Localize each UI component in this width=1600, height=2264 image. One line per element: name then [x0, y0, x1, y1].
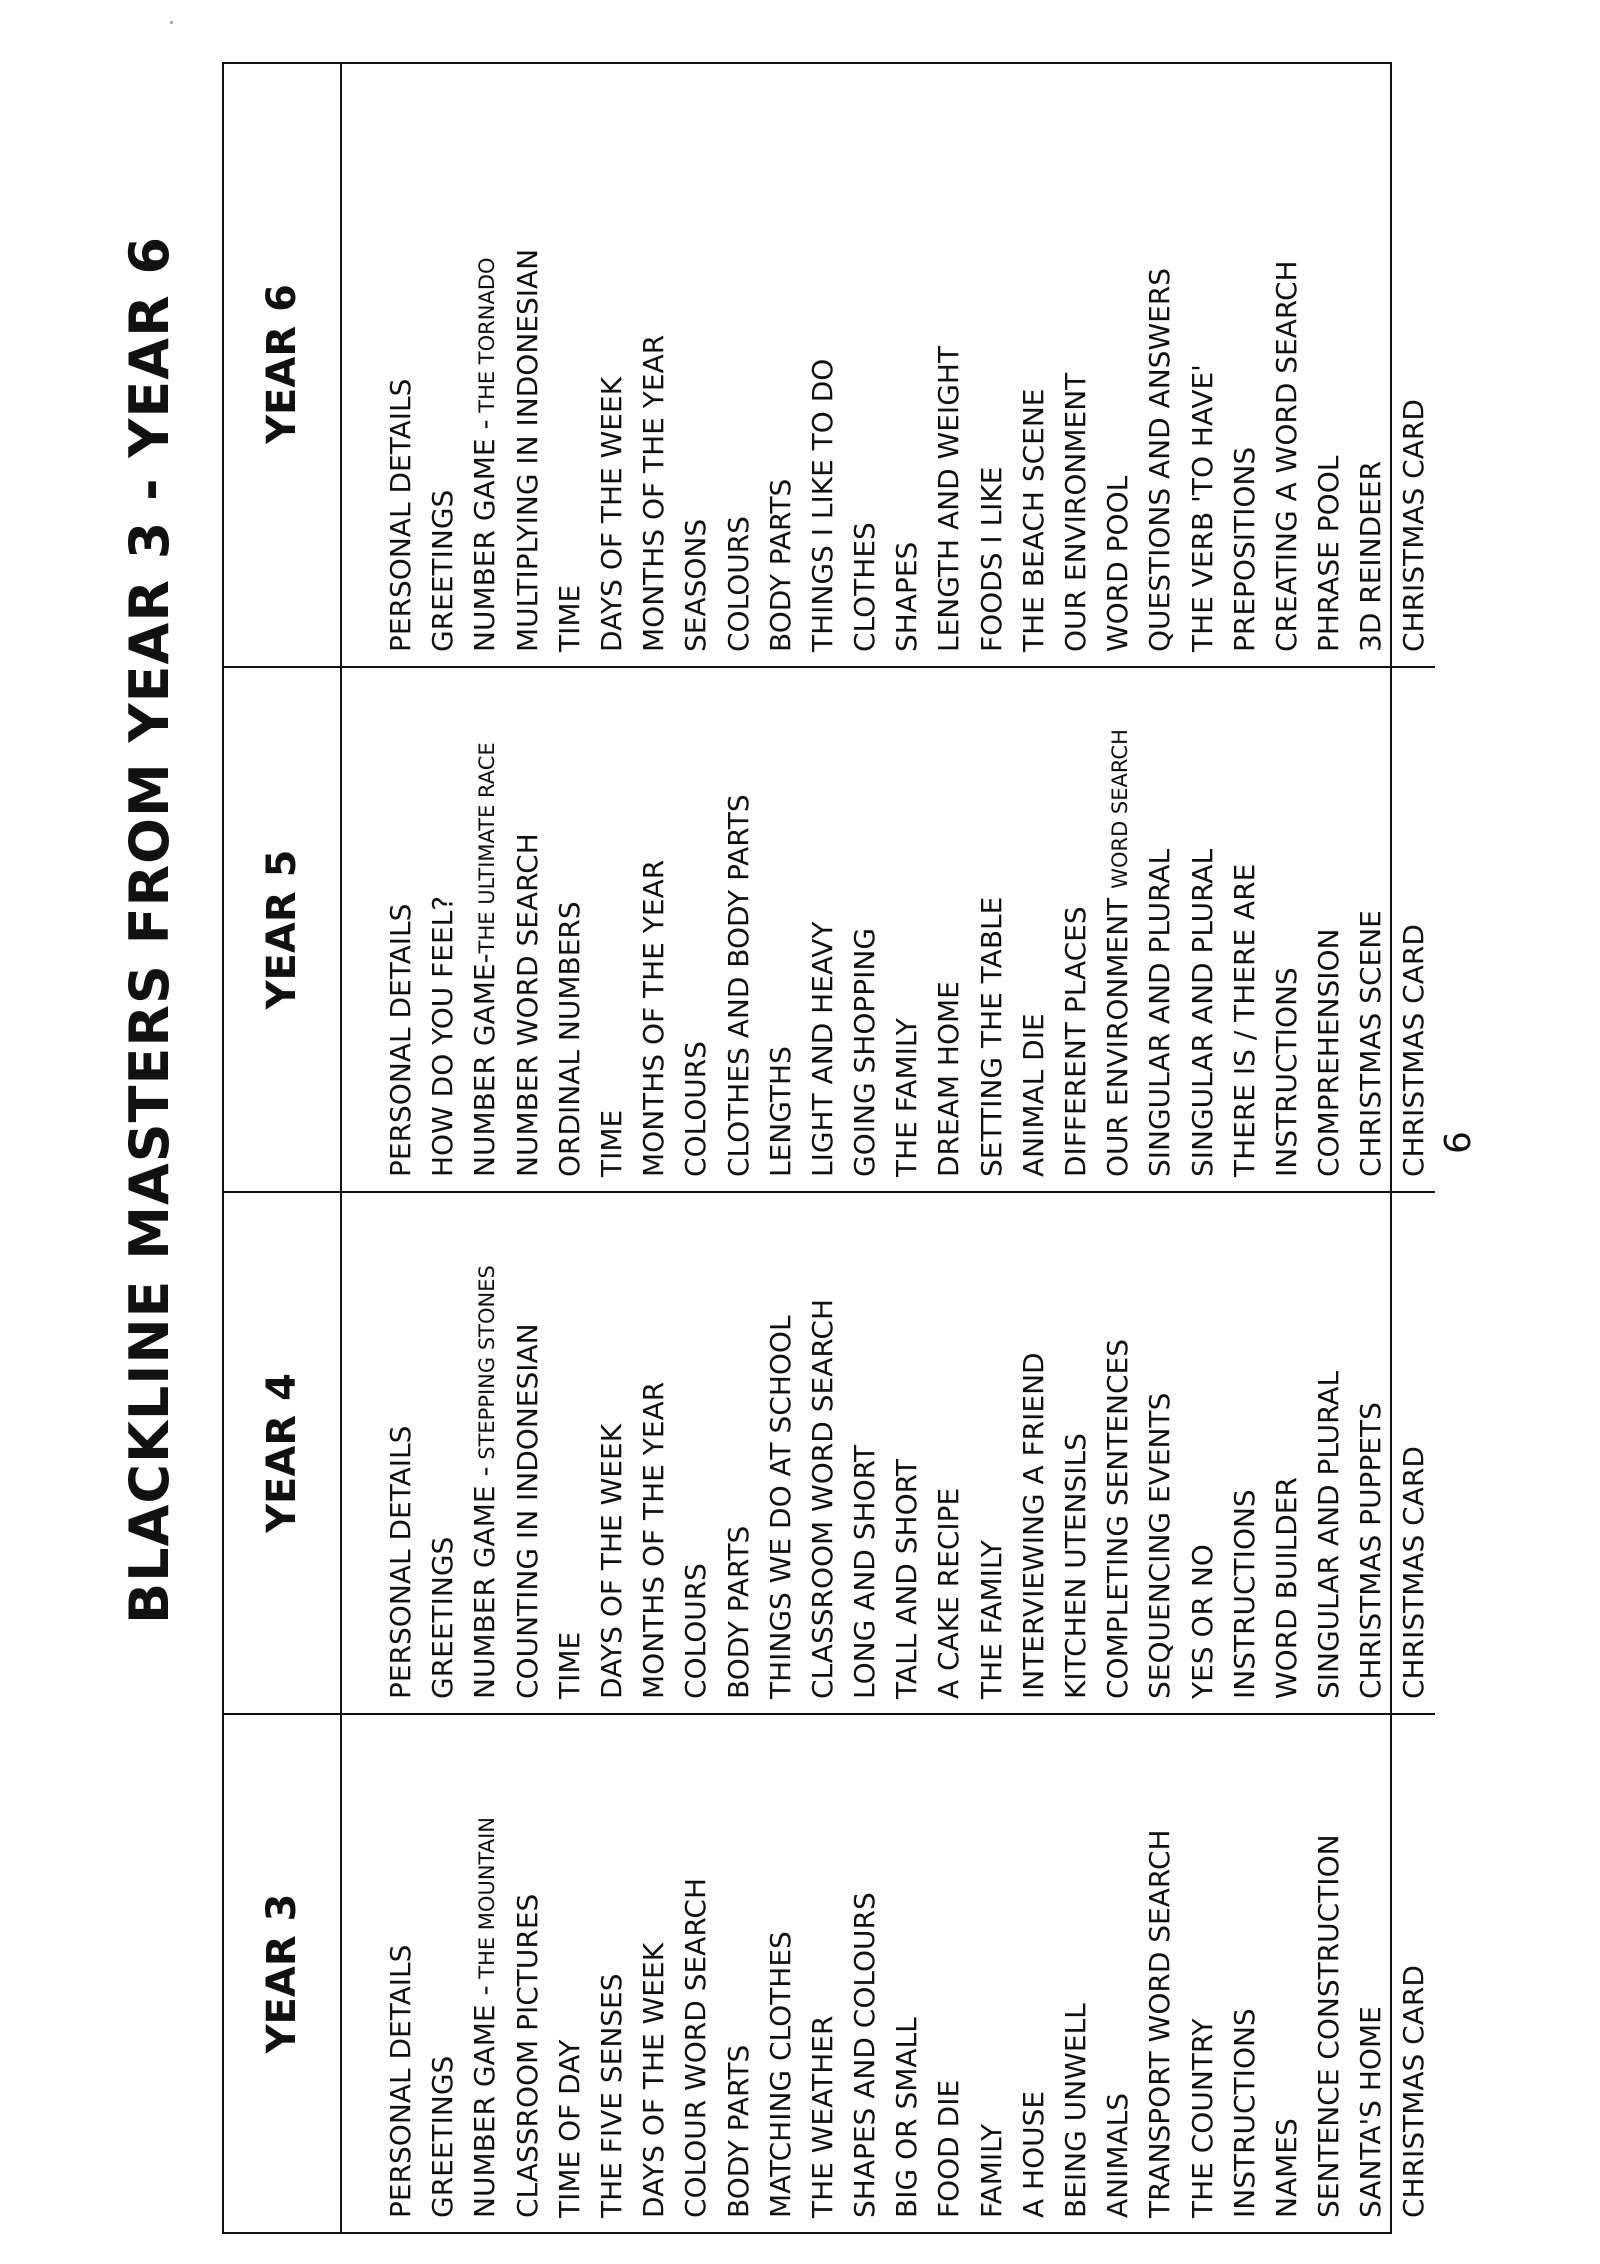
- column-header-year-4: YEAR 4: [224, 1191, 342, 1713]
- list-item: PHRASE POOL: [1312, 455, 1346, 652]
- list-item: COMPREHENSION: [1312, 928, 1346, 1177]
- list-item: THERE IS / THERE ARE: [1227, 863, 1261, 1177]
- list-item: THE BEACH SCENE: [1016, 388, 1050, 652]
- list-item: THE FAMILY: [890, 1018, 924, 1177]
- list-item: CHRISTMAS SCENE: [1354, 910, 1388, 1177]
- list-item: NUMBER GAME - THE TORNADO: [468, 257, 502, 652]
- list-item: MULTIPLYING IN INDONESIAN: [510, 248, 544, 652]
- list-item: MATCHING CLOTHES: [763, 1931, 797, 2218]
- list-item: COLOURS: [679, 1563, 713, 1699]
- list-item: CHRISTMAS CARD: [1396, 924, 1430, 1177]
- list-item: COLOURS: [679, 1041, 713, 1177]
- list-item: BODY PARTS: [721, 2044, 755, 2218]
- year-6-list: [342, 62, 1435, 666]
- year-3-list: [342, 1713, 1435, 2232]
- list-item: NUMBER WORD SEARCH: [510, 833, 544, 1177]
- list-item: SINGULAR AND PLURAL: [1143, 848, 1177, 1177]
- list-item: FAMILY: [974, 2123, 1008, 2218]
- list-item: WORD POOL: [1101, 475, 1135, 652]
- list-item: A HOUSE: [1016, 2090, 1050, 2218]
- list-item: CHRISTMAS CARD: [1396, 1446, 1430, 1699]
- list-item: NAMES: [1269, 2118, 1303, 2218]
- list-item: INSTRUCTIONS: [1227, 2008, 1261, 2218]
- list-item: THE WEATHER: [805, 2015, 839, 2218]
- list-item: SANTA'S HOME: [1354, 2006, 1388, 2218]
- list-item: DREAM HOME: [932, 981, 966, 1177]
- list-item: TIME: [552, 1631, 586, 1699]
- list-item: BIG OR SMALL: [890, 2017, 924, 2218]
- list-item: SINGULAR AND PLURAL: [1312, 1370, 1346, 1699]
- list-item: ANIMALS: [1101, 2092, 1135, 2218]
- list-item: THE FAMILY: [974, 1540, 1008, 1699]
- list-item: QUESTIONS AND ANSWERS: [1143, 267, 1177, 652]
- page-number: 6: [1438, 1131, 1479, 1154]
- list-item: GREETINGS: [426, 1536, 460, 1699]
- list-item: PREPOSITIONS: [1227, 446, 1261, 652]
- list-item: CLOTHES AND BODY PARTS: [721, 794, 755, 1177]
- list-item: MONTHS OF THE YEAR: [637, 1381, 671, 1699]
- list-item: THE COUNTRY: [1185, 2018, 1219, 2218]
- list-item: CHRISTMAS PUPPETS: [1354, 1402, 1388, 1699]
- list-item: COLOURS: [721, 516, 755, 652]
- year-4-list: [342, 1191, 1435, 1713]
- list-item: NUMBER GAME-THE ULTIMATE RACE: [468, 742, 502, 1177]
- list-item: MONTHS OF THE YEAR: [637, 334, 671, 652]
- list-item: NUMBER GAME - THE MOUNTAIN: [468, 1817, 502, 2218]
- list-item: DAYS OF THE WEEK: [594, 1423, 628, 1699]
- list-item: SHAPES: [890, 541, 924, 652]
- list-item: SETTING THE TABLE: [974, 896, 1008, 1177]
- list-item: BODY PARTS: [763, 478, 797, 652]
- list-item: NUMBER GAME - STEPPING STONES: [468, 1265, 502, 1699]
- list-item: SEQUENCING EVENTS: [1143, 1392, 1177, 1699]
- list-item: CLASSROOM WORD SEARCH: [805, 1298, 839, 1699]
- list-item: THE VERB 'TO HAVE': [1185, 364, 1219, 652]
- column-header-year-5: YEAR 5: [224, 666, 342, 1191]
- column-header-year-6: YEAR 6: [224, 62, 342, 666]
- list-item: DIFFERENT PLACES: [1059, 906, 1092, 1177]
- list-item: TIME OF DAY: [552, 2039, 586, 2218]
- list-item: BODY PARTS: [721, 1525, 755, 1699]
- list-item: CHRISTMAS CARD: [1396, 399, 1430, 652]
- list-item: PERSONAL DETAILS: [384, 903, 417, 1177]
- list-item: LENGTH AND WEIGHT: [932, 345, 966, 652]
- list-item: THINGS WE DO AT SCHOOL: [763, 1315, 797, 1699]
- list-item: PERSONAL DETAILS: [384, 1944, 417, 2218]
- list-item: OUR ENVIRONMENT: [1059, 372, 1092, 652]
- list-item: GREETINGS: [426, 489, 460, 652]
- blackline-masters-table: [222, 62, 1430, 2234]
- list-item: TIME: [552, 584, 586, 652]
- list-item: LENGTHS: [763, 1046, 797, 1177]
- list-item: DAYS OF THE WEEK: [637, 1942, 671, 2218]
- list-item: TIME: [594, 1109, 628, 1177]
- list-item: LIGHT AND HEAVY: [805, 921, 839, 1177]
- list-item: FOODS I LIKE: [974, 466, 1008, 652]
- list-item: COMPLETING SENTENCES: [1101, 1339, 1135, 1699]
- list-item: COLOUR WORD SEARCH: [679, 1877, 713, 2218]
- scan-speck: [170, 21, 173, 24]
- page-title: BLACKLINE MASTERS FROM YEAR 3 - YEAR 6: [118, 235, 181, 1624]
- list-item: PERSONAL DETAILS: [384, 378, 417, 652]
- list-item: CREATING A WORD SEARCH: [1269, 260, 1303, 652]
- list-item: CHRISTMAS CARD: [1396, 1965, 1430, 2218]
- list-item: LONG AND SHORT: [848, 1444, 882, 1699]
- list-item: INTERVIEWING A FRIEND: [1016, 1352, 1050, 1699]
- list-item: SEASONS: [679, 518, 713, 652]
- list-item: SINGULAR AND PLURAL: [1185, 848, 1219, 1177]
- column-header-year-3: YEAR 3: [224, 1713, 342, 2232]
- list-item: WORD BUILDER: [1269, 1477, 1303, 1699]
- list-item: BEING UNWELL: [1059, 2003, 1092, 2218]
- list-item: THINGS I LIKE TO DO: [805, 358, 839, 652]
- list-item: 3D REINDEER: [1354, 460, 1388, 652]
- list-item: INSTRUCTIONS: [1227, 1489, 1261, 1699]
- list-item: SHAPES AND COLOURS: [848, 1892, 882, 2218]
- list-item: GREETINGS: [426, 2055, 460, 2218]
- list-item: THE FIVE SENSES: [594, 1973, 628, 2218]
- list-item: MONTHS OF THE YEAR: [637, 859, 671, 1177]
- list-item: COUNTING IN INDONESIAN: [510, 1323, 544, 1699]
- list-item: HOW DO YOU FEEL?: [426, 895, 460, 1177]
- list-item: GOING SHOPPING: [848, 927, 882, 1177]
- list-item: CLOTHES: [848, 522, 882, 652]
- list-item: YES OR NO: [1185, 1544, 1219, 1699]
- list-item: INSTRUCTIONS: [1269, 967, 1303, 1177]
- list-item: ORDINAL NUMBERS: [552, 901, 586, 1177]
- list-item: TALL AND SHORT: [890, 1458, 924, 1699]
- list-item: DAYS OF THE WEEK: [594, 376, 628, 652]
- list-item: TRANSPORT WORD SEARCH: [1143, 1829, 1177, 2218]
- list-item: OUR ENVIRONMENT WORD SEARCH: [1101, 729, 1135, 1177]
- list-item: SENTENCE CONSTRUCTION: [1312, 1834, 1346, 2218]
- list-item: CLASSROOM PICTURES: [510, 1893, 544, 2218]
- list-item: FOOD DIE: [932, 2079, 966, 2218]
- list-item: ANIMAL DIE: [1016, 1013, 1050, 1177]
- list-item: KITCHEN UTENSILS: [1059, 1433, 1092, 1699]
- list-item: A CAKE RECIPE: [932, 1487, 966, 1699]
- year-5-list: [342, 666, 1435, 1191]
- list-item: PERSONAL DETAILS: [384, 1425, 417, 1699]
